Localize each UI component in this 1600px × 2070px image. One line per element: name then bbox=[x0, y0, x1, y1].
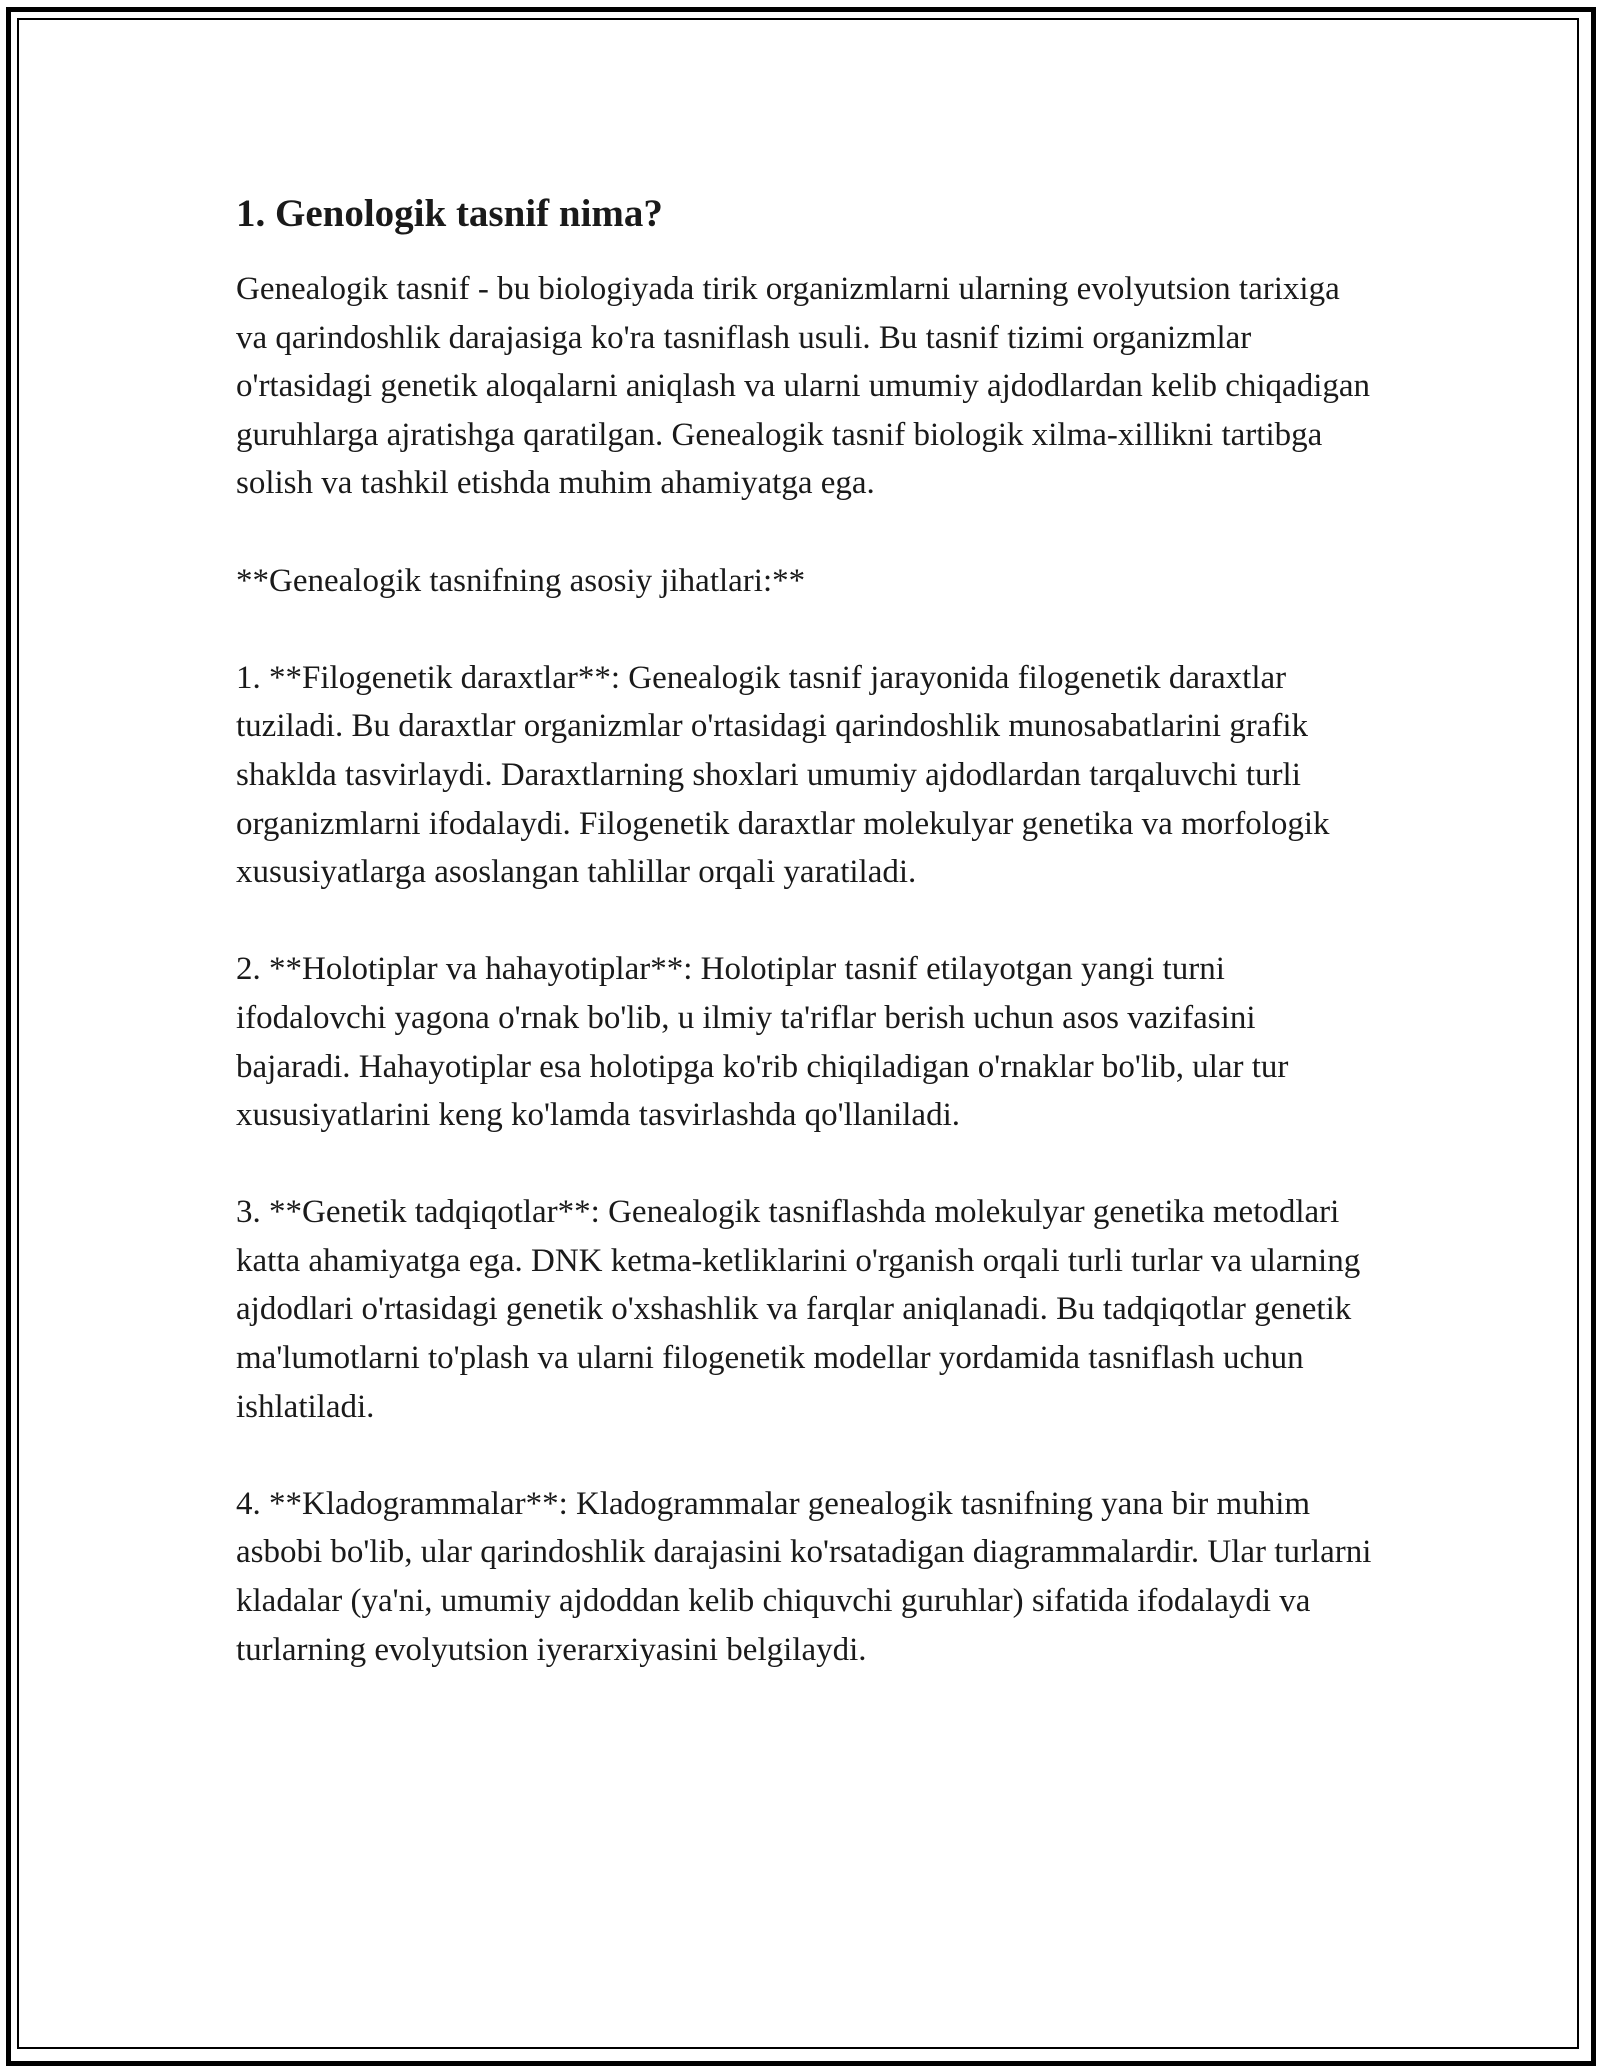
list-item-genetic-research: 3. **Genetik tadqiqotlar**: Genealogik tasniflashda molekulyar genetika metodlari katta ahamiyatga ega. DNK ketma-ketliklarini o'rganish orqali turli turlar va ularning ajdodlari o'rtasidagi genetik o'xshashlik va farqlar aniqlanadi. Bu tadqiqotlar genetik ma'lumotlarni to'plash va ularni filogenetik modellar yordamida tasniflash uchun ishlatiladi. bbox=[236, 1194, 1361, 1425]
section-subheading: **Genealogik tasnifning asosiy jihatlari:** bbox=[236, 562, 806, 599]
document-title: 1. Genologik tasnif nima? bbox=[236, 192, 663, 235]
intro-paragraph: Genealogik tasnif - bu biologiyada tirik organizmlarni ularning evolyutsion tarixiga va qarindoshlik darajasiga ko'ra tasniflash usuli. Bu tasnif tizimi organizmlar o'rtasidagi genetik aloqalarni aniqlash va ularni umumiy ajdodlardan kelib chiqadigan guruhlarga ajratishga qaratilgan. Genealogik tasnif biologik xilma-xillikni tartibga solish va tashkil etishda muhim ahamiyatga ega. bbox=[236, 271, 1371, 502]
document-body bbox=[236, 185, 1376, 1674]
list-item-holotypes: 2. **Holotiplar va hahayotiplar**: Holotiplar tasnif etilayotgan yangi turni ifodalovchi yagona o'rnak bo'lib, u ilmiy ta'riflar berish uchun asos vazifasini bajaradi. Hahayotiplar esa holotipga ko'rib chiqiladigan o'rnaklar bo'lib, ular tur xususiyatlarini keng ko'lamda tasvirlashda qo'llaniladi. bbox=[236, 951, 1289, 1134]
list-item-phylogenetic-trees: 1. **Filogenetik daraxtlar**: Genealogik tasnif jarayonida filogenetik daraxtlar tuziladi. Bu daraxtlar organizmlar o'rtasidagi qarindoshlik munosabatlarini grafik shaklda tasvirlaydi. Daraxtlarning shoxlari umumiy ajdodlardan tarqaluvchi turli organizmlarni ifodalaydi. Filogenetik daraxtlar molekulyar genetika va morfologik xususiyatlarga asoslangan tahlillar orqali yaratiladi. bbox=[236, 659, 1330, 891]
list-item-cladograms: 4. **Kladogrammalar**: Kladogrammalar genealogik tasnifning yana bir muhim asbobi bo'lib, ular qarindoshlik darajasini ko'rsatadigan diagrammalardir. Ular turlarni kladalar (ya'ni, umumiy ajdoddan kelib chiquvchi guruhlar) sifatida ifodalaydi va turlarning evolyutsion iyerarxiyasini belgilaydi. bbox=[236, 1485, 1372, 1668]
